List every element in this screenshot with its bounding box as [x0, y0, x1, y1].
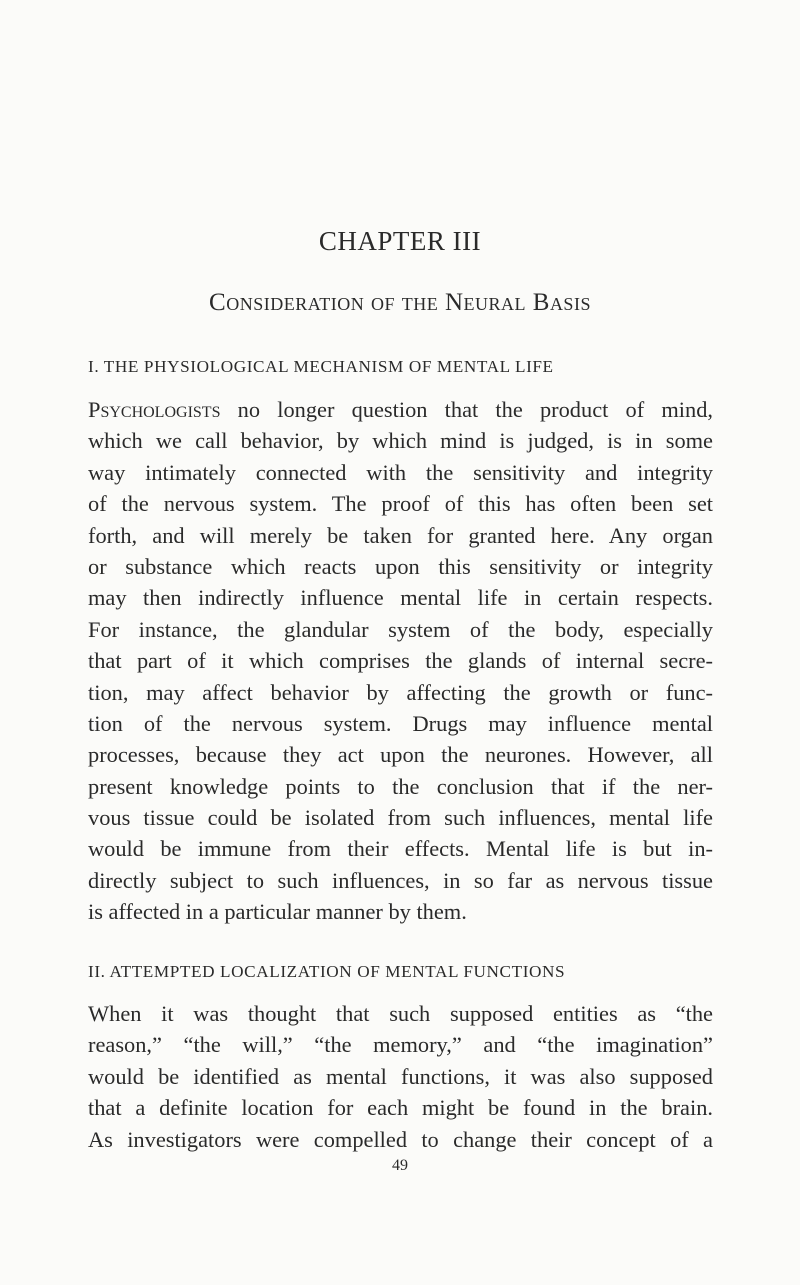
paragraph-line: of the nervous system. The proof of this has often been set	[88, 491, 713, 517]
paragraph-line: processes, because they act upon the neurones. However, all	[88, 742, 713, 768]
paragraph-line: As investigators were compelled to change their concept of a	[88, 1126, 713, 1152]
paragraph-line: would be identified as mental functions, it was also supposed	[88, 1063, 713, 1089]
paragraph-line: or substance which reacts upon this sensitivity or integrity	[88, 553, 713, 579]
paragraph-line: that part of it which comprises the glands of internal secre-	[88, 648, 713, 674]
section-heading-2: II. ATTEMPTED LOCALIZATION OF MENTAL FUNCTIONS	[88, 962, 566, 981]
paragraph-line: tion of the nervous system. Drugs may influence mental	[88, 710, 713, 736]
line-text: no longer question that the product of mind,	[220, 397, 713, 422]
paragraph-line: tion, may affect behavior by affecting the growth or func-	[88, 679, 713, 705]
paragraph-line: way intimately connected with the sensitivity and integrity	[88, 459, 713, 485]
chapter-title: Consideration of the Neural Basis	[209, 289, 591, 316]
page-number: 49	[392, 1157, 408, 1174]
paragraph-line: would be immune from their effects. Mental life is but in-	[88, 836, 713, 862]
paragraph-line: that a definite location for each might be found in the brain.	[88, 1095, 713, 1121]
paragraph-line: is affected in a particular manner by them.	[88, 899, 467, 925]
paragraph-line: present knowledge points to the conclusion that if the ner-	[88, 773, 713, 799]
paragraph-line: directly subject to such influences, in so far as nervous tissue	[88, 867, 713, 893]
paragraph-1	[88, 394, 713, 928]
section-heading-1: I. THE PHYSIOLOGICAL MECHANISM OF MENTAL LIFE	[88, 357, 554, 376]
paragraph-2	[88, 998, 713, 1155]
paragraph-line	[88, 394, 713, 425]
lead-word: Psychologists	[88, 397, 221, 422]
paragraph-line: reason,” “the will,” “the memory,” and “the imagination”	[88, 1032, 713, 1058]
paragraph-line: may then indirectly influence mental life in certain respects.	[88, 585, 713, 611]
paragraph-line: For instance, the glandular system of the body, especially	[88, 616, 713, 642]
paragraph-line: which we call behavior, by which mind is judged, is in some	[88, 428, 713, 454]
paragraph-line: forth, and will merely be taken for granted here. Any organ	[88, 522, 713, 548]
paragraph-line: vous tissue could be isolated from such influences, mental life	[88, 805, 713, 831]
paragraph-line: When it was thought that such supposed entities as “the	[88, 1001, 713, 1026]
chapter-heading: CHAPTER III	[318, 226, 482, 256]
